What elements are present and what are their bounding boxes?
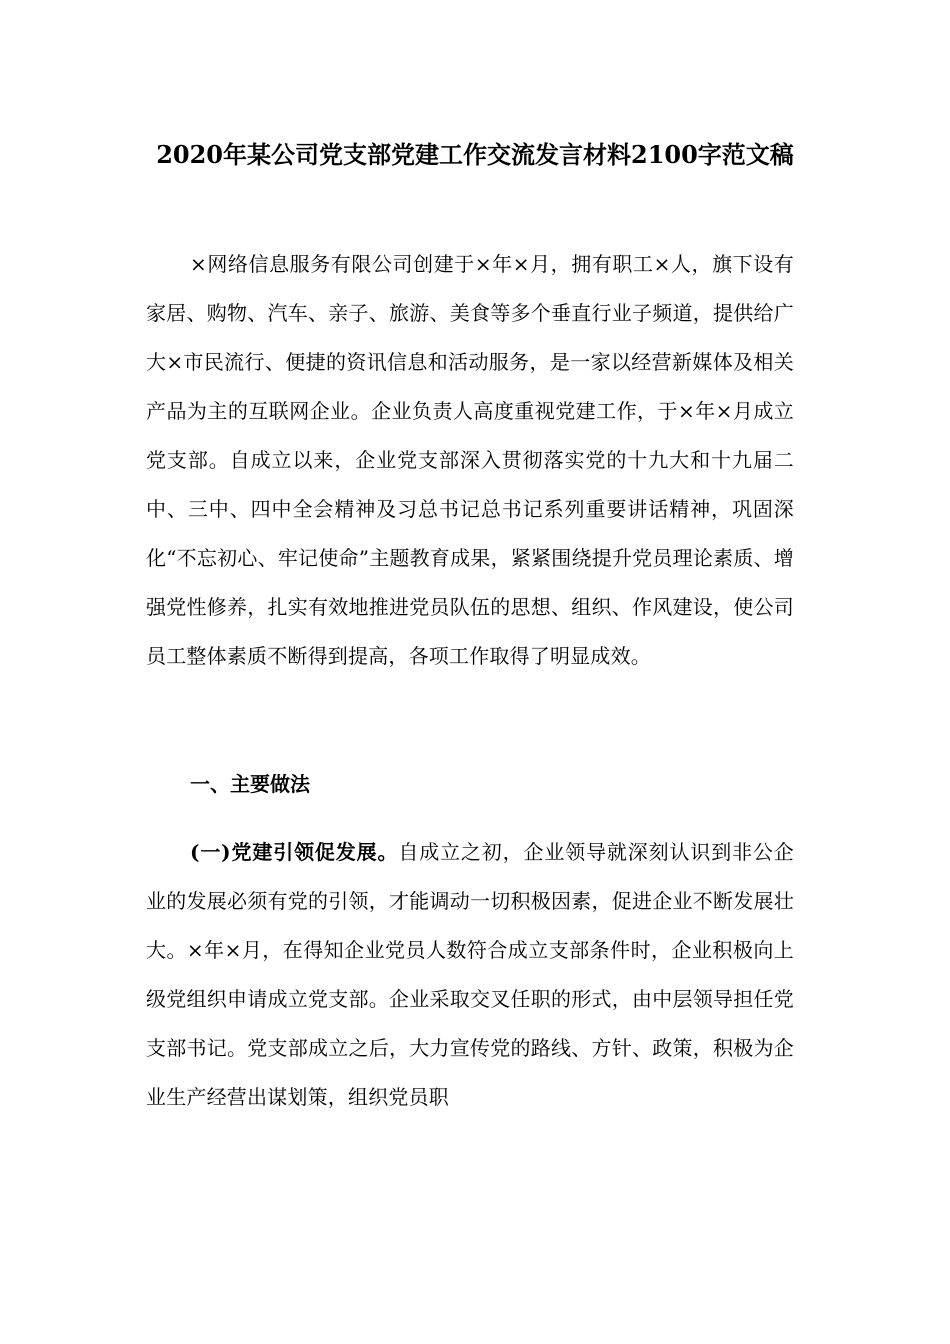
section-heading-main-practices: 一、主要做法: [190, 772, 310, 796]
intro-paragraph: ×网络信息服务有限公司创建于×年×月，拥有职工×人，旗下设有家居、购物、汽车、亲子、旅游、美食等多个垂直行业子频道，提供给广大×市民流行、便捷的资讯信息和活动服务，是一家以经营新媒体及相关产品为主的互联网企业。企业负责人高度重视党建工作，于×年×月成立党支部。自成立以来，企业党支部深入贯彻落实党的十九大和十九届二中、三中、四中全会精神及习总书记总书记系列重要讲话精神，巩固深化“不忘初心、牢记使命”主题教育成果，紧紧围绕提升党员理论素质、增强党性修养，扎实有效地推进党员队伍的思想、组织、作风建设，使公司员工整体素质不断得到提高，各项工作取得了明显成效。: [146, 252, 794, 668]
item-1-body: 自成立之初，企业领导就深刻认识到非公企业的发展必须有党的引领，才能调动一切积极因素，促进企业不断发展壮大。×年×月，在得知企业党员人数符合成立支部条件时，企业积极向上级党组织申请成立党支部。企业采取交叉任职的形式，由中层领导担任党支部书记。党支部成立之后，大力宣传党的路线、方针、政策，积极为企业生产经营出谋划策，组织党员职: [146, 840, 794, 1109]
item-1-lead: (一)党建引领促发展。: [190, 840, 399, 864]
item-1-paragraph: [146, 828, 794, 1122]
document-title: 2020年某公司党支部党建工作交流发言材料2100字范文稿: [156, 140, 794, 169]
